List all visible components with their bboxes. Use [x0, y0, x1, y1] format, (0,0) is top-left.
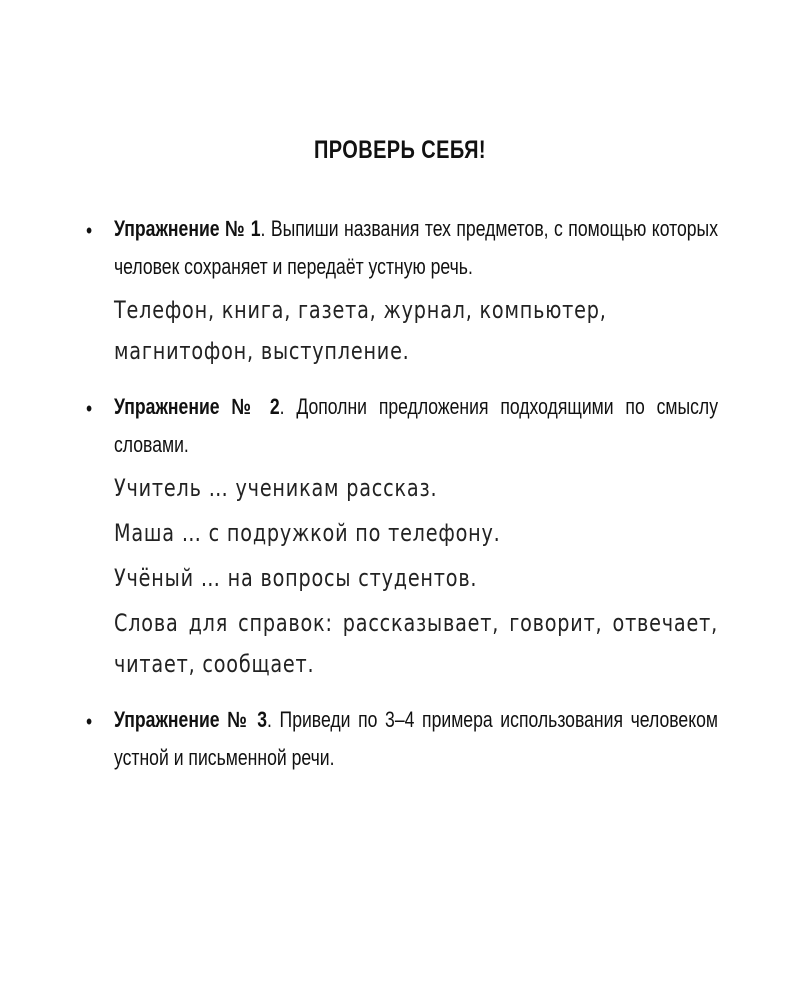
exercise-2-label: Упражнение № 2: [114, 394, 280, 419]
exercise-2-sentence: Учёный … на вопросы студентов.: [114, 564, 478, 592]
exercise-1-label: Упражнение № 1: [114, 216, 261, 241]
exercise-2-sentence: Маша … с подружкой по телефону.: [114, 519, 501, 547]
bullet-icon: •: [86, 709, 93, 734]
exercise-3: [86, 701, 718, 777]
exercise-3-label: Упражнение № 3: [114, 707, 268, 732]
exercise-2-task: [114, 388, 718, 464]
exercise-2-instruction: . Дополни предложения подходящими по смыслу словами.: [114, 394, 719, 457]
exercise-list: [86, 210, 718, 793]
exercise-3-task: [114, 701, 718, 777]
bullet-icon: •: [86, 218, 93, 243]
exercise-1-instruction: . Выпиши названия тех предметов, с помощью которых человек сохраняет и передаёт устную речь.: [114, 216, 718, 279]
exercise-2-reference-words: Слова для справок: рассказывает, говорит, отвечает, читает, сообщает.: [114, 609, 718, 678]
exercise-3-instruction: . Приведи по 3–4 примера использования человеком устной и письменной речи.: [114, 707, 718, 770]
exercise-1-task: [114, 210, 718, 286]
exercise-1-content: Телефон, книга, газета, журнал, компьютер, магнитофон, выступление.: [114, 296, 607, 365]
exercise-1: [86, 210, 718, 372]
exercise-2-sentence: Учитель … ученикам рассказ.: [114, 474, 438, 502]
page-title: ПРОВЕРЬ СЕБЯ!: [314, 136, 486, 164]
exercise-2: [86, 388, 718, 685]
bullet-icon: •: [86, 396, 93, 421]
